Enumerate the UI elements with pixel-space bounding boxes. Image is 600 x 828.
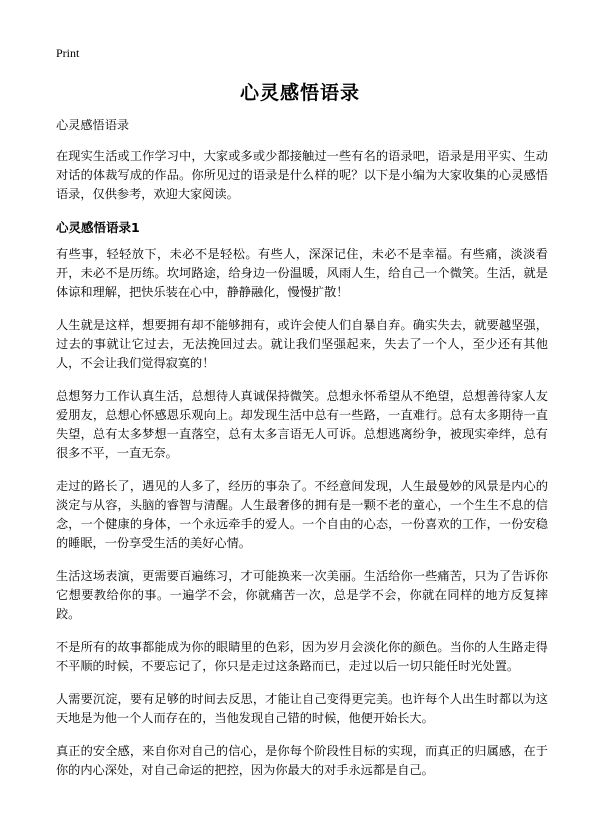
paragraph-2: 人生就是这样，想要拥有却不能够拥有，或许会使人们自暴自弃。确实失去，就要越坚强，过去的事就让它过去，无法挽回过去。就让我们坚强起来，失去了一个人，至少还有其他人，不会让我们觉得寂寞的！ <box>56 318 548 370</box>
paragraph-5: 生活这场表演，更需要百遍练习，才可能换来一次美丽。生活给你一些痛苦，只为了告诉你它想要教给你的事。一遍学不会，你就痛苦一次，总是学不会，你就在同样的地方反复摔跤。 <box>56 569 548 621</box>
paragraph-6: 不是所有的故事都能成为你的眼睛里的色彩，因为岁月会淡化你的颜色。当你的人生路走得不平顺的时候，不要忘记了，你只是走过这条路而已，走过以后一切只能任时光处置。 <box>56 640 548 673</box>
section-heading: 心灵感悟语录1 <box>56 220 140 235</box>
paragraph-8: 真正的安全感，来自你对自己的信心，是你每个阶段性目标的实现，而真正的归属感，在于你的内心深处，对自己命运的把控，因为你最大的对手永远都是自己。 <box>56 744 548 777</box>
paragraph-4: 走过的路长了，遇见的人多了，经历的事杂了。不经意间发现，人生最曼妙的风景是内心的淡定与从容，头脑的睿智与清醒。人生最奢侈的拥有是一颗不老的童心，一个生生不息的信念，一个健康的身体，一个永远牵手的爱人。一个自由的心态，一份喜欢的工作，一份安稳的睡眠，一份享受生活的美好心情。 <box>56 479 548 550</box>
intro-paragraph: 在现实生活或工作学习中，大家或多或少都接触过一些有名的语录吧，语录是用平实、生动对话的体裁写成的作品。你所见过的语录是什么样的呢？以下是小编为大家收集的心灵感悟语录，仅供参考，欢迎大家阅读。 <box>56 149 548 201</box>
article-content <box>56 116 548 794</box>
paragraph-1: 有些事，轻轻放下，未必不是轻松。有些人，深深记住，未必不是幸福。有些痛，淡淡看开，未必不是历练。坎坷路途，给身边一份温暖，风雨人生，给自己一个微笑。生活，就是体谅和理解，把快乐装在心中，静静融化，慢慢扩散！ <box>56 247 548 299</box>
article-subtitle: 心灵感悟语录 <box>56 118 130 132</box>
print-link[interactable]: Print <box>56 46 80 60</box>
paragraph-3: 总想努力工作认真生活，总想待人真诚保持微笑。总想永怀希望从不绝望，总想善待家人友爱朋友，总想心怀感恩乐观向上。却发现生活中总有一些路，一直难行。总有太多期待一直失望，总有太多梦想一直落空，总有太多言语无人可诉。总想逃离纷争，被现实牵绊，总有很多不平，一直无奈。 <box>56 389 548 460</box>
page-title: 心灵感悟语录 <box>239 82 360 104</box>
paragraph-7: 人需要沉淀，要有足够的时间去反思，才能让自己变得更完美。也许每个人出生时都以为这天地是为他一个人而存在的，当他发现自己错的时候，他便开始长大。 <box>56 692 548 725</box>
